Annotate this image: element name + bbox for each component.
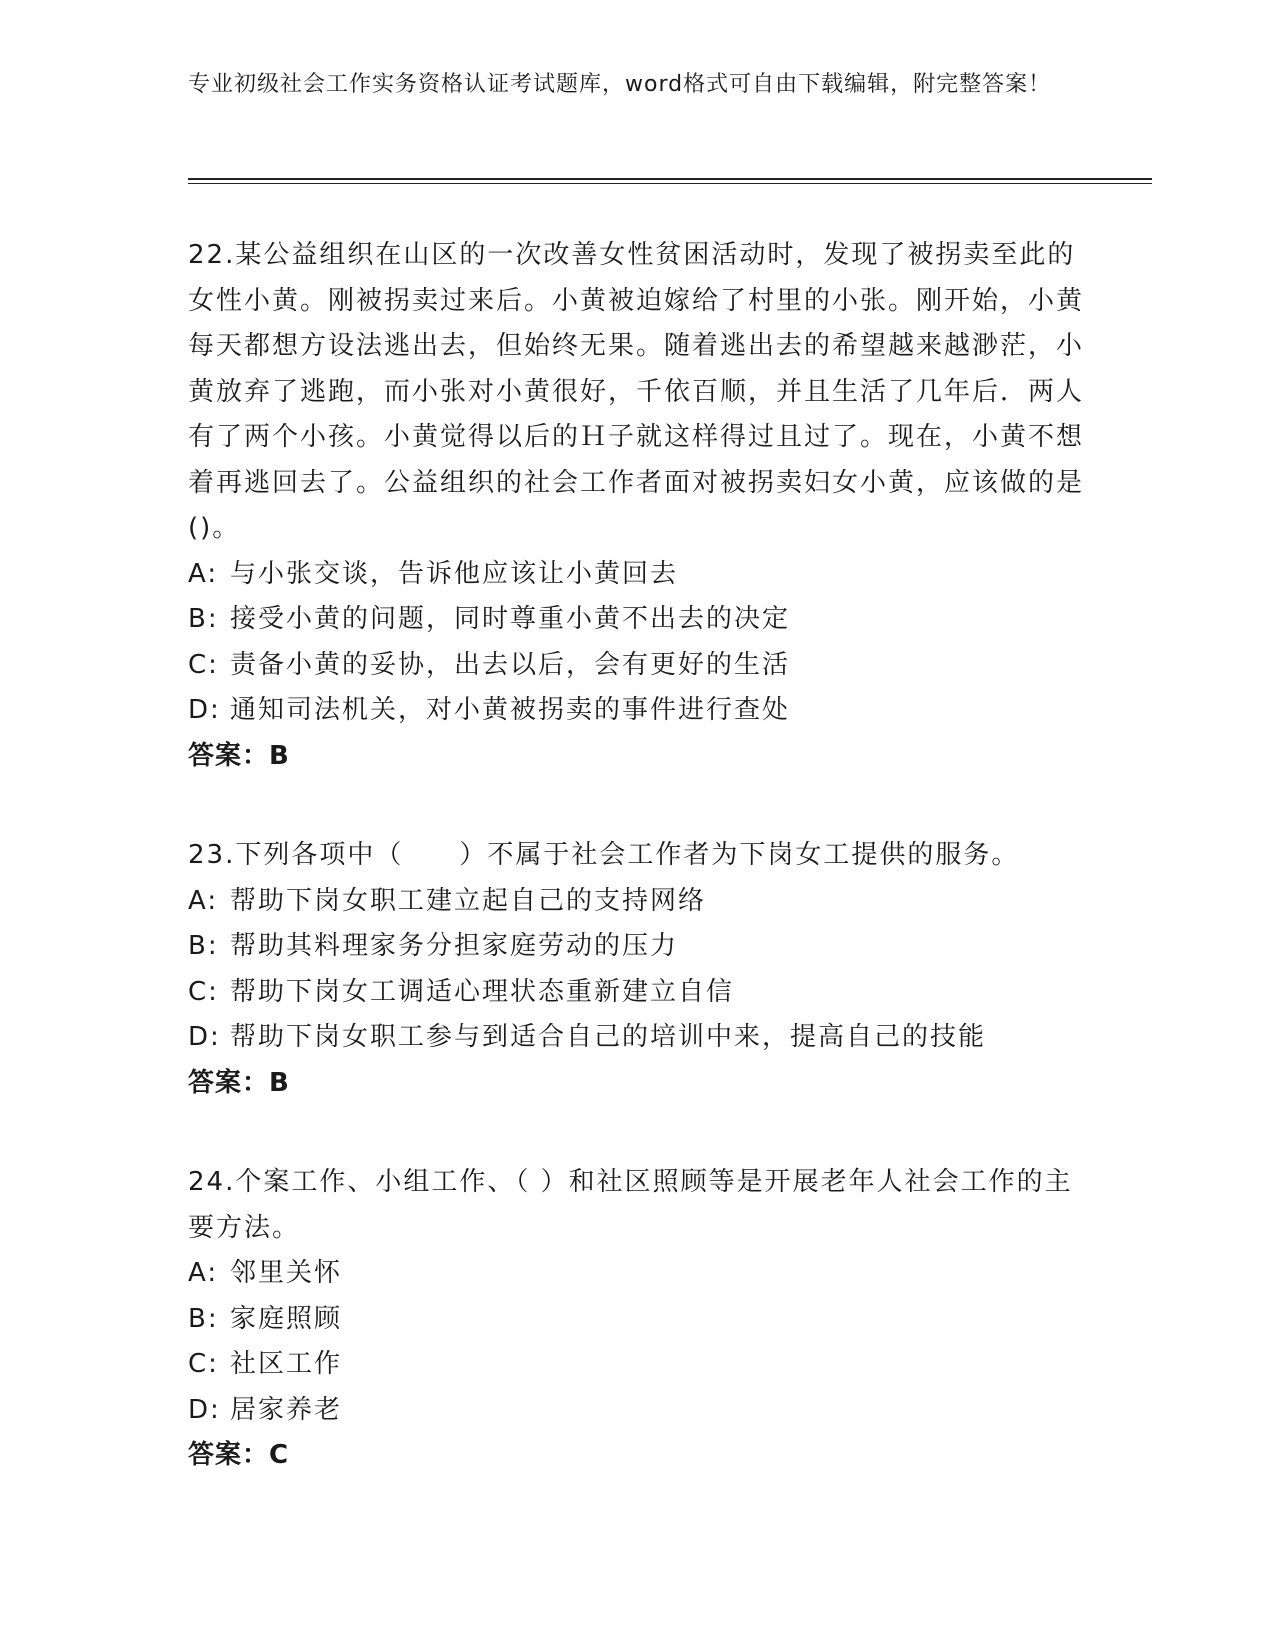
question-22 xyxy=(188,233,1088,779)
option-a xyxy=(188,552,1088,598)
answer-label: 答案：B xyxy=(188,1067,290,1098)
question-23 xyxy=(188,833,1088,1106)
option-text: 帮助下岗女工调适心理状态重新建立自信 xyxy=(230,976,735,1007)
option-key: C: xyxy=(188,649,219,680)
option-c xyxy=(188,1342,1088,1388)
option-key: B: xyxy=(188,931,219,961)
option-text: 帮助下岗女职工参与到适合自己的培训中来，提高自己的技能 xyxy=(230,1022,987,1052)
option-d xyxy=(188,1015,1088,1061)
option-d xyxy=(188,688,1088,734)
option-b xyxy=(188,597,1088,643)
option-text: 接受小黄的问题，同时尊重小黄不出去的决定 xyxy=(230,604,791,634)
option-text: 邻里关怀 xyxy=(230,1258,343,1288)
option-text: 责备小黄的妥协，出去以后，会有更好的生活 xyxy=(230,649,791,680)
document-header: 专业初级社会工作实务资格认证考试题库，word格式可自由下载编辑，附完整答案！ xyxy=(188,72,1052,97)
option-key: D: xyxy=(188,1022,221,1052)
option-key: A: xyxy=(188,1258,219,1288)
header-divider-thick xyxy=(188,178,1152,180)
option-key: A: xyxy=(188,885,219,916)
question-24 xyxy=(188,1160,1088,1479)
option-key: C: xyxy=(188,1349,219,1379)
header-divider-thin xyxy=(188,183,1152,184)
option-text: 通知司法机关，对小黄被拐卖的事件进行查处 xyxy=(230,695,791,725)
option-text: 与小张交谈，告诉他应该让小黄回去 xyxy=(230,558,679,589)
option-key: A: xyxy=(188,558,219,589)
question-stem: 22.某公益组织在山区的一次改善女性贫困活动时，发现了被拐卖至此的女性小黄。刚被拐卖过来后。小黄被迫嫁给了村里的小张。刚开始，小黄每天都想方设法逃出去，但始终无果。随着逃出去的希望越来越渺茫，小黄放弃了逃跑，而小张对小黄很好，千依百顺，并且生活了几年后．两人有了两个小孩。小黄觉得以后的Ｈ子就这样得过且过了。现在，小黄不想着再逃回去了。公益组织的社会工作者面对被拐卖妇女小黄，应该做的是()。 xyxy=(188,240,1085,543)
option-text: 社区工作 xyxy=(230,1349,343,1379)
option-text: 帮助下岗女职工建立起自己的支持网络 xyxy=(230,885,707,916)
option-b xyxy=(188,1297,1088,1343)
option-text: 帮助其料理家务分担家庭劳动的压力 xyxy=(230,931,679,961)
question-stem: 24.个案工作、小组工作、（ ）和社区照顾等是开展老年人社会工作的主要方法。 xyxy=(188,1167,1073,1243)
option-c xyxy=(188,643,1088,689)
answer-label: 答案：B xyxy=(188,740,290,771)
question-list xyxy=(188,233,1088,1533)
option-key: B: xyxy=(188,604,219,634)
option-d xyxy=(188,1388,1088,1434)
question-stem: 23.下列各项中（ ）不属于社会工作者为下岗女工提供的服务。 xyxy=(188,840,1020,870)
option-a xyxy=(188,1251,1088,1297)
option-key: D: xyxy=(188,1394,221,1425)
option-key: B: xyxy=(188,1303,219,1334)
option-text: 家庭照顾 xyxy=(230,1303,343,1334)
option-key: D: xyxy=(188,695,221,725)
answer-label: 答案：C xyxy=(188,1440,290,1470)
option-c xyxy=(188,970,1088,1016)
option-key: C: xyxy=(188,976,219,1007)
option-b xyxy=(188,924,1088,970)
option-text: 居家养老 xyxy=(230,1394,343,1425)
option-a xyxy=(188,879,1088,925)
